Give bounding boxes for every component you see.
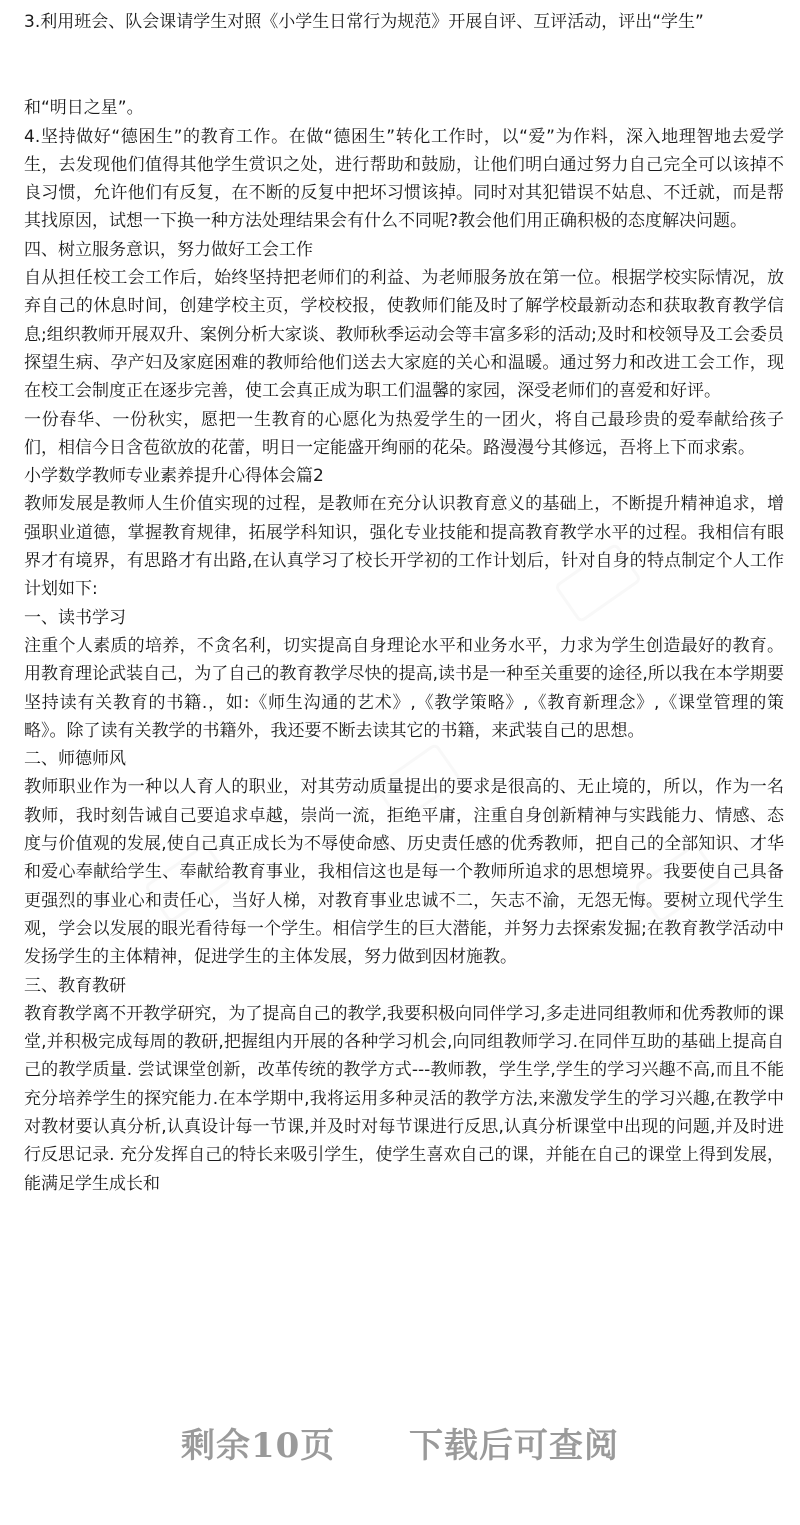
paragraph: 自从担任校工会工作后，始终坚持把老师们的利益、为老师服务放在第一位。根据学校实际情况，放弃自己的休息时间，创建学校主页，学校校报，使教师们能及时了解学校最新动态和获取教育教学信息;组织教师开展双升、案例分析大家谈、教师秋季运动会等丰富多彩的活动;及时和校领导及工会委员探望生病、孕产妇及家庭困难的教师给他们送去大家庭的关心和温暖。通过努力和改进工会工作，现在校工会制度正在逐步完善，使工会真正成为职工们温馨的家园，深受老师们的喜爱和好评。 <box>24 268 784 402</box>
paragraph: 和“明日之星”。 <box>24 98 144 119</box>
paragraph: 教师职业作为一种以人育人的职业，对其劳动质量提出的要求是很高的、无止境的，所以，作为一名教师，我时刻告诫自己要追求卓越，崇尚一流，拒绝平庸，注重自身创新精神与实践能力、情感、态度与价值观的发展,使自己真正成长为不辱使命感、历史责任感的优秀教师，把自己的全部知识、才华和爱心奉献给学生、奉献给教育事业，我相信这也是每一个教师所追求的思想境界。我要使自己具备更强烈的事业心和责任心，当好人梯，对教育事业忠诚不二，矢志不渝，无怨无悔。要树立现代学生观，学会以发展的眼光看待每一个学生。相信学生的巨大潜能，并努力去探索发掘;在教育教学活动中发扬学生的主体精神，促进学生的主体发展，努力做到因材施教。 <box>24 777 784 968</box>
paragraph: 教师发展是教师人生价值实现的过程，是教师在充分认识教育意义的基础上，不断提升精神追求，增强职业道德，掌握教育规律，拓展学科知识，强化专业技能和提高教育教学水平的过程。我相信有眼界才有境界，有思路才有出路,在认真学习了校长开学初的工作计划后，针对自身的特点制定个人工作计划如下: <box>24 494 784 600</box>
article-title: 小学数学教师专业素养提升心得体会篇2 <box>24 466 324 487</box>
section-heading: 四、树立服务意识，努力做好工会工作 <box>24 239 313 260</box>
paragraph: 注重个人素质的培养，不贪名利，切实提高自身理论水平和业务水平，力求为学生创造最好的教育。用教育理论武装自己，为了自己的教育教学尽快的提高,读书是一种至关重要的途径,所以我在本学期要坚持读有关教育的书籍.，如:《师生沟通的艺术》,《教学策略》,《教育新理念》,《课堂管理的策略》。除了读有关教学的书籍外，我还要不断去读其它的书籍，来武装自己的思想。 <box>24 635 784 741</box>
download-to-view-label: 下载后可查阅 <box>409 1426 619 1466</box>
section-heading: 一、读书学习 <box>24 607 126 628</box>
remaining-pages-label: 剩余10页 <box>180 1426 336 1466</box>
paragraph: 3.利用班会、队会课请学生对照《小学生日常行为规范》开展自评、互评活动，评出“学生” <box>24 12 704 32</box>
download-prompt[interactable] <box>0 1418 800 1467</box>
section-heading: 二、师德师风 <box>24 749 126 770</box>
paragraph: 一份春华、一份秋实，愿把一生教育的心愿化为热爱学生的一团火，将自己最珍贵的爱奉献给孩子们，相信今日含苞欲放的花蕾，明日一定能盛开绚丽的花朵。路漫漫兮其修远，吾将上下而求索。 <box>24 409 784 458</box>
paragraph-gap <box>24 36 784 94</box>
section-heading: 三、教育教研 <box>24 975 126 996</box>
document-body <box>24 8 784 1198</box>
paragraph: 4.坚持做好“德困生”的教育工作。在做“德困生”转化工作时，以“爱”为作料，深入地理智地去爱学生，去发现他们值得其他学生赏识之处，进行帮助和鼓励，让他们明白通过努力自己完全可以该掉不良习惯，允许他们有反复，在不断的反复中把坏习惯该掉。同时对其犯错误不姑息、不迁就，而是帮其找原因，试想一下换一种方法处理结果会有什么不同呢?教会他们用正确积极的态度解决问题。 <box>24 126 784 232</box>
paragraph: 教育教学离不开教学研究，为了提高自己的教学,我要积极向同伴学习,多走进同组教师和优秀教师的课堂,并积极完成每周的教研,把握组内开展的各种学习机会,向同组教师学习.在同伴互助的基础上提高自己的教学质量. 尝试课堂创新，改革传统的教学方式---教师教，学生学,学生的学习兴趣不高,而且不能充分培养学生的探究能力.在本学期中,我将运用多种灵活的教学方法,来激发学生的学习兴趣,在教学中对教材要认真分析,认真设计每一节课,并及时对每节课进行反思,认真分析课堂中出现的问题,并及时进行反思记录. 充分发挥自己的特长来吸引学生，使学生喜欢自己的课，并能在自己的课堂上得到发展，能满足学生成长和 <box>24 1003 784 1194</box>
